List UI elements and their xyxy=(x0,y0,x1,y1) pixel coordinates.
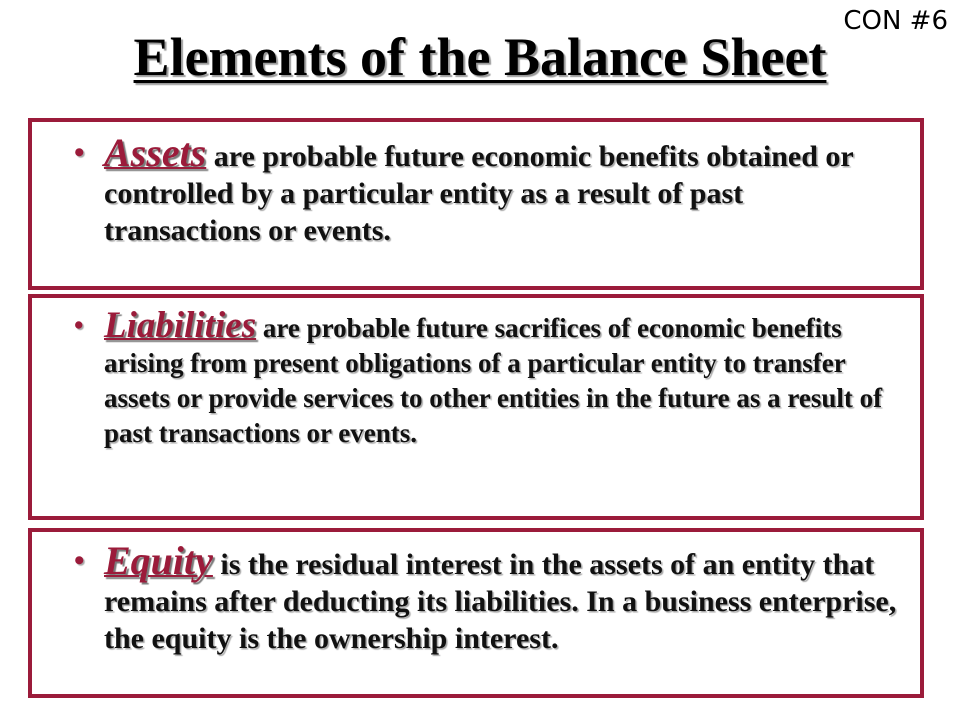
liabilities-definition-text: are probable future sacrifices of economic benefits arising from present obligations of a particular entity to transfer assets or provide services to other entities in the future as a result of past transactions or events. xyxy=(104,313,883,448)
equity-term: Equity xyxy=(104,538,213,583)
liabilities-definition xyxy=(66,305,906,451)
bullet-icon: • xyxy=(74,544,85,577)
page-title: Elements of the Balance Sheet xyxy=(133,27,827,87)
liabilities-definition-box xyxy=(28,294,924,520)
assets-term: Assets xyxy=(104,130,207,175)
bullet-icon: • xyxy=(74,310,84,340)
bullet-icon: • xyxy=(74,136,85,169)
slide-number-label: CON #6 xyxy=(843,6,948,36)
equity-definition-box xyxy=(28,528,924,698)
assets-definition xyxy=(66,130,906,249)
equity-definition-text: is the residual interest in the assets of an entity that remains after deducting its liabilities. In a business enterprise, the equity is the ownership interest. xyxy=(104,548,897,655)
assets-definition-text: are probable future economic benefits obtained or controlled by a particular entity as a result of past transactions or events. xyxy=(104,140,854,247)
liabilities-term: Liabilities xyxy=(104,305,257,346)
assets-definition-box xyxy=(28,118,924,290)
equity-definition xyxy=(66,538,906,657)
